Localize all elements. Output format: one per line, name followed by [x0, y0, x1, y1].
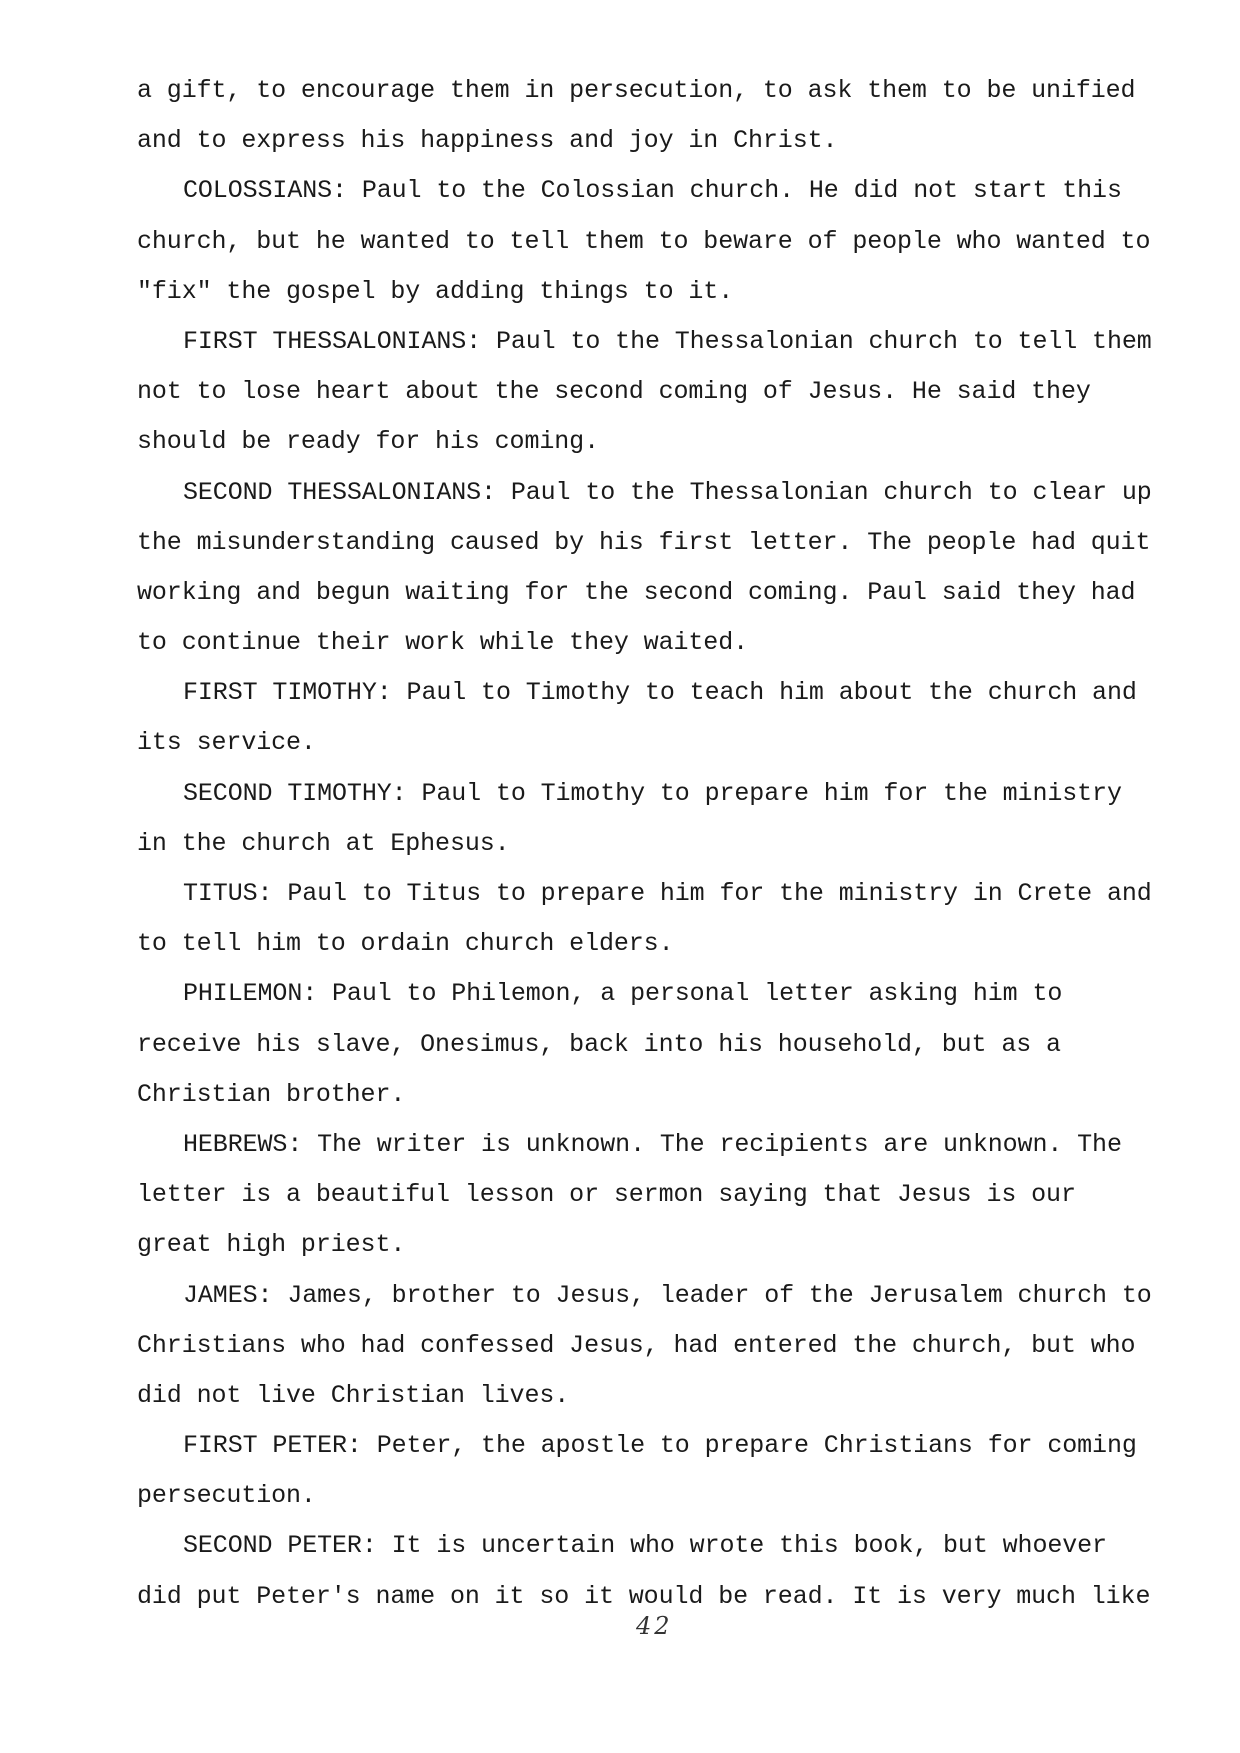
text-line: receive his slave, Onesimus, back into his household, but as a [137, 1029, 1061, 1059]
page-number: 42 [636, 1612, 673, 1640]
text-line: to continue their work while they waited. [137, 628, 749, 658]
text-line: not to lose heart about the second coming of Jesus. He said they [137, 377, 1091, 407]
text-line: did put Peter's name on it so it would be read. It is very much like [137, 1581, 1151, 1611]
text-line: the misunderstanding caused by his first letter. The people had quit [137, 527, 1151, 557]
text-line: its service. [137, 728, 316, 758]
text-line: FIRST THESSALONIANS: Paul to the Thessalonian church to tell them [183, 326, 1152, 356]
text-line: COLOSSIANS: Paul to the Colossian church. He did not start this [183, 176, 1122, 206]
document-body [137, 66, 1197, 1622]
text-line: SECOND THESSALONIANS: Paul to the Thessalonian church to clear up [183, 477, 1152, 507]
text-line: FIRST TIMOTHY: Paul to Timothy to teach him about the church and [183, 678, 1137, 708]
text-line: to tell him to ordain church elders. [137, 929, 674, 959]
text-line: persecution. [137, 1481, 316, 1511]
text-line: letter is a beautiful lesson or sermon saying that Jesus is our [137, 1180, 1076, 1210]
text-line: SECOND PETER: It is uncertain who wrote this book, but whoever [183, 1531, 1107, 1561]
text-line: church, but he wanted to tell them to beware of people who wanted to [137, 226, 1151, 256]
text-line: in the church at Ephesus. [137, 828, 510, 858]
text-line: a gift, to encourage them in persecution, to ask them to be unified [137, 76, 1136, 105]
text-line: TITUS: Paul to Titus to prepare him for the ministry in Crete and [183, 879, 1152, 908]
text-line: Christian brother. [137, 1079, 406, 1109]
text-line: JAMES: James, brother to Jesus, leader of the Jerusalem church to [183, 1280, 1152, 1310]
text-line: great high priest. [137, 1230, 406, 1260]
text-line: FIRST PETER: Peter, the apostle to prepare Christians for coming [183, 1431, 1137, 1461]
text-line: SECOND TIMOTHY: Paul to Timothy to prepare him for the ministry [183, 778, 1122, 808]
text-line: HEBREWS: The writer is unknown. The recipients are unknown. The [183, 1129, 1122, 1159]
text-line: should be ready for his coming. [137, 427, 599, 457]
text-line: "fix" the gospel by adding things to it. [137, 276, 734, 306]
text-line: and to express his happiness and joy in Christ. [137, 126, 838, 156]
text-line: working and begun waiting for the second coming. Paul said they had [137, 577, 1136, 607]
text-line: Christians who had confessed Jesus, had entered the church, but who [137, 1330, 1136, 1360]
text-line: did not live Christian lives. [137, 1380, 570, 1410]
text-line: PHILEMON: Paul to Philemon, a personal letter asking him to [183, 979, 1063, 1009]
